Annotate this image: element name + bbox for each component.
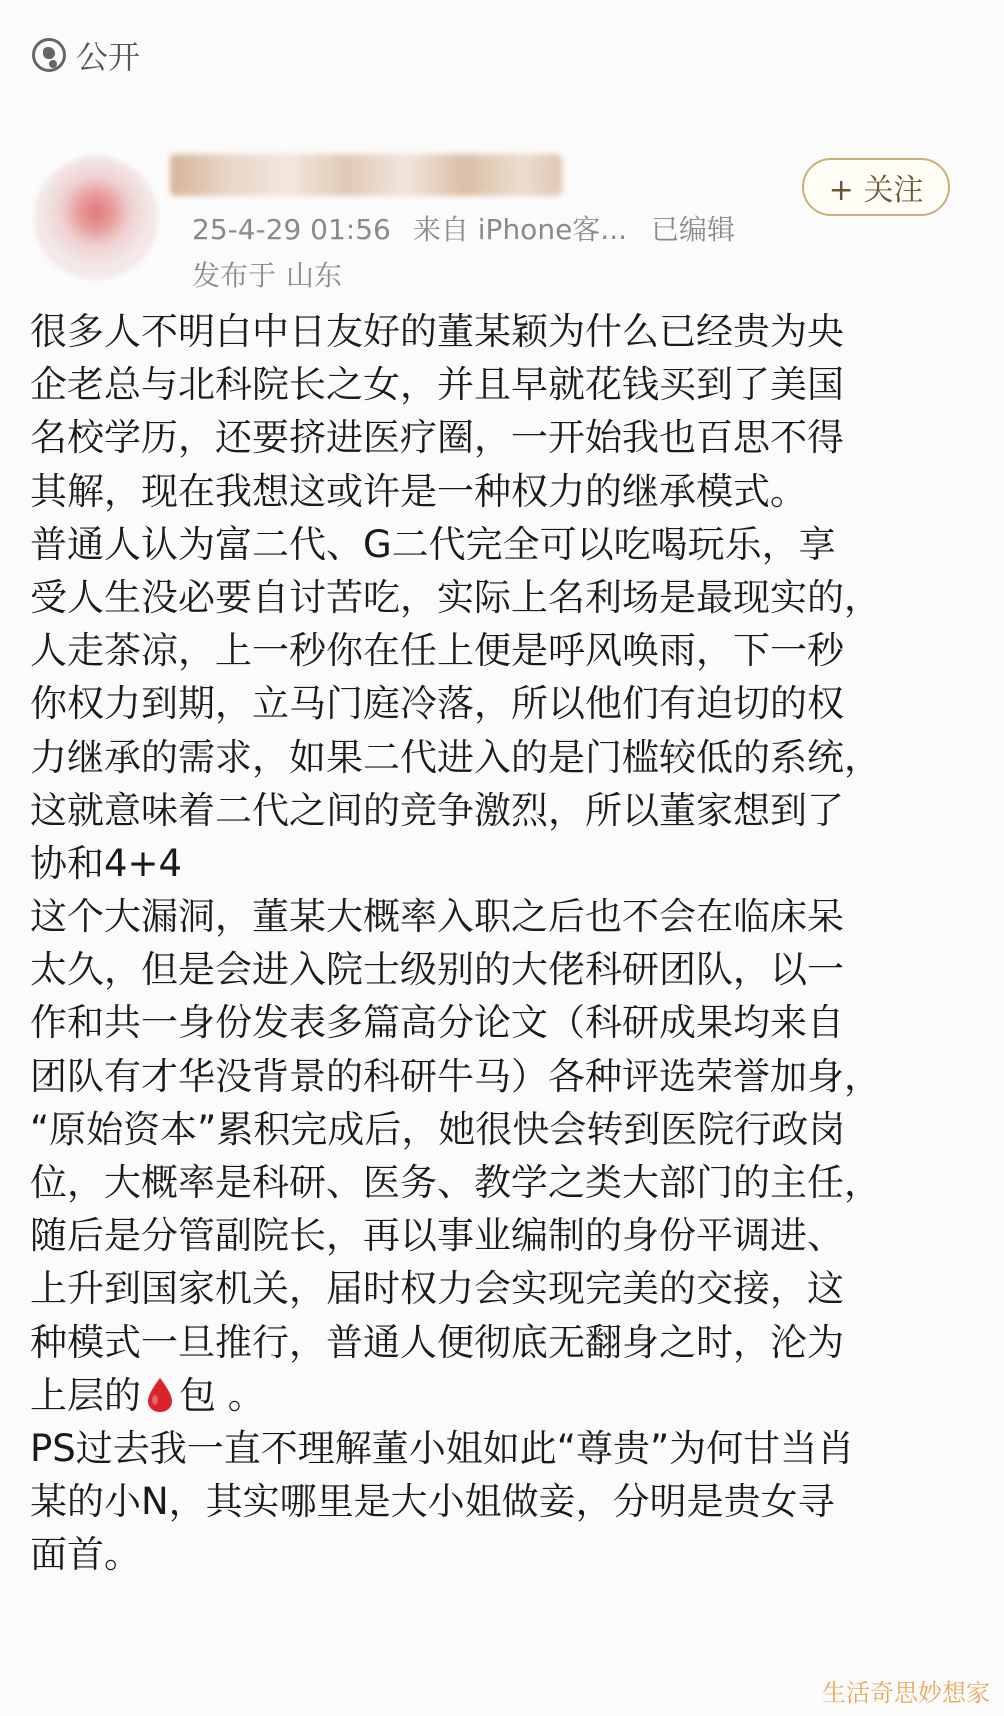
post-line: 很多人不明白中日友好的董某颖为什么已经贵为央: [30, 310, 844, 353]
post-line: 上升到国家机关，届时权力会实现完美的交接，这: [30, 1267, 844, 1311]
post-line: 面首。: [30, 1533, 141, 1577]
post-line: 协和4+4: [30, 841, 183, 885]
post-line: “原始资本”累积完成后，她很快会转到医院行政岗: [30, 1107, 846, 1151]
client-source[interactable]: 来自 iPhone客...: [412, 213, 627, 246]
location-prefix: 发布于: [192, 259, 277, 292]
post-line: 这就意味着二代之间的竞争激烈，所以董家想到了: [30, 788, 844, 832]
post-line: 企老总与北科院长之女，并且早就花钱买到了美国: [30, 363, 844, 407]
post-line: 力继承的需求，如果二代进入的是门槛较低的系统，: [30, 735, 881, 779]
post-line: 这个大漏洞，董某大概率入职之后也不会在临床呆: [30, 895, 844, 939]
avatar[interactable]: [34, 156, 158, 280]
post-line: 种模式一旦推行，普通人便彻底无翻身之时，沦为: [30, 1320, 844, 1364]
location-value: 山东: [286, 259, 343, 292]
post-line: 位，大概率是科研、医务、教学之类大部门的主任，: [30, 1161, 881, 1204]
post-line: 受人生没必要自讨苦吃，实际上名利场是最现实的，: [30, 575, 881, 619]
post-line: 人走茶凉，上一秒你在任上便是呼风唤雨，下一秒: [30, 629, 844, 673]
globe-icon: [32, 38, 66, 72]
post-body: [30, 305, 974, 1582]
watermark: 生活奇思妙想家: [822, 1679, 990, 1707]
username-blurred[interactable]: [170, 154, 562, 196]
post-line: 太久，但是会进入院士级别的大佬科研团队，以一: [30, 948, 844, 992]
post-line: 团队有才华没背景的科研牛马）各种评选荣誉加身，: [30, 1054, 881, 1098]
post-line: 名校学历，还要挤进医疗圈，一开始我也百思不得: [30, 416, 844, 460]
post-line: 你权力到期，立马门庭冷落，所以他们有迫切的权: [30, 682, 844, 726]
post-line-with-emoji: [30, 1369, 974, 1422]
post-text: 包 。: [179, 1373, 265, 1417]
post-meta: [192, 208, 735, 248]
post-line: 其解，现在我想这或许是一种权力的继承模式。: [30, 469, 807, 513]
post-line: 随后是分管副院长，再以事业编制的身份平调进、: [30, 1214, 844, 1258]
follow-button[interactable]: + 关注: [802, 158, 950, 216]
location-line: [192, 254, 342, 294]
post-line: 作和共一身份发表多篇高分论文（科研成果均来自: [30, 1001, 844, 1045]
edited-label[interactable]: 已编辑: [651, 213, 736, 246]
visibility-indicator[interactable]: [32, 32, 140, 78]
post-line: PS过去我一直不理解董小姐如此“尊贵”为何甘当肖: [30, 1426, 855, 1470]
post-line: 普通人认为富二代、G二代完全可以吃喝玩乐，享: [30, 522, 836, 566]
post-line: 某的小N，其实哪里是大小姐做妾，分明是贵女寻: [30, 1480, 835, 1524]
blood-drop-icon: [145, 1376, 175, 1414]
timestamp: 25-4-29 01:56: [192, 213, 391, 246]
post-text: 上层的: [30, 1373, 141, 1417]
post-header: [30, 144, 974, 304]
visibility-label: 公开: [76, 38, 141, 76]
